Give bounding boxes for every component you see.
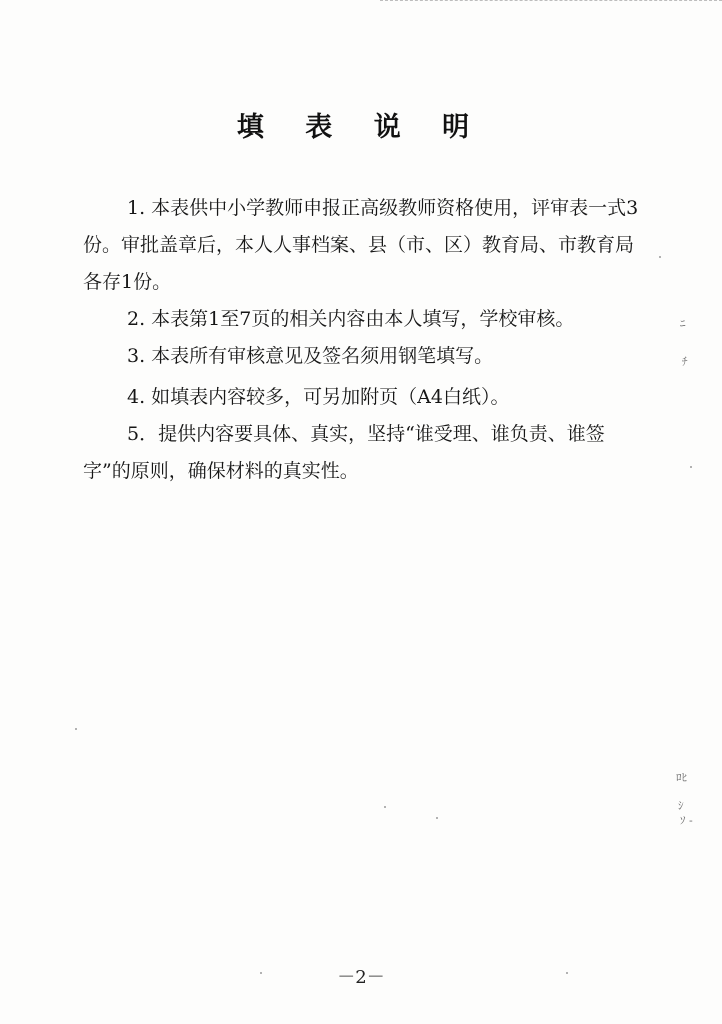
scan-speck: ﾛﾋ — [676, 771, 687, 784]
scan-speck: ｼ — [678, 799, 684, 812]
scan-dot — [75, 728, 77, 730]
page-title: 填 表 说 明 — [236, 112, 486, 143]
scan-speck: ｿ - — [680, 814, 693, 827]
scan-speck: ﾁ — [682, 355, 688, 368]
instruction-item-1: 1. 本表供中小学教师申报正高级教师资格使用，评审表一式3份。审批盖章后，本人人事档案、县（市、区）教育局、市教育局各存1份。 — [83, 197, 639, 293]
page-number: －2－ — [337, 967, 385, 988]
instruction-item-5: 5．提供内容要具体、真实，坚持“谁受理、谁负责、谁签字”的原则，确保材料的真实性。 — [83, 423, 605, 482]
scan-dot — [690, 466, 692, 468]
scan-dot — [436, 817, 438, 819]
scan-dot — [384, 806, 386, 808]
instructions-list — [83, 190, 643, 490]
instruction-item-4: 4. 如填表内容较多，可另加附页（A4白纸）。 — [127, 386, 510, 408]
scan-dot — [659, 256, 661, 258]
scan-dot — [566, 972, 568, 974]
instruction-item-2: 2. 本表第1至7页的相关内容由本人填写，学校审核。 — [127, 308, 575, 330]
scan-speck: ﾆ — [680, 317, 686, 330]
scan-dot — [260, 972, 262, 974]
scan-edge-line — [380, 0, 722, 1]
instruction-item-3: 3. 本表所有审核意见及签名须用钢笔填写。 — [127, 345, 494, 367]
